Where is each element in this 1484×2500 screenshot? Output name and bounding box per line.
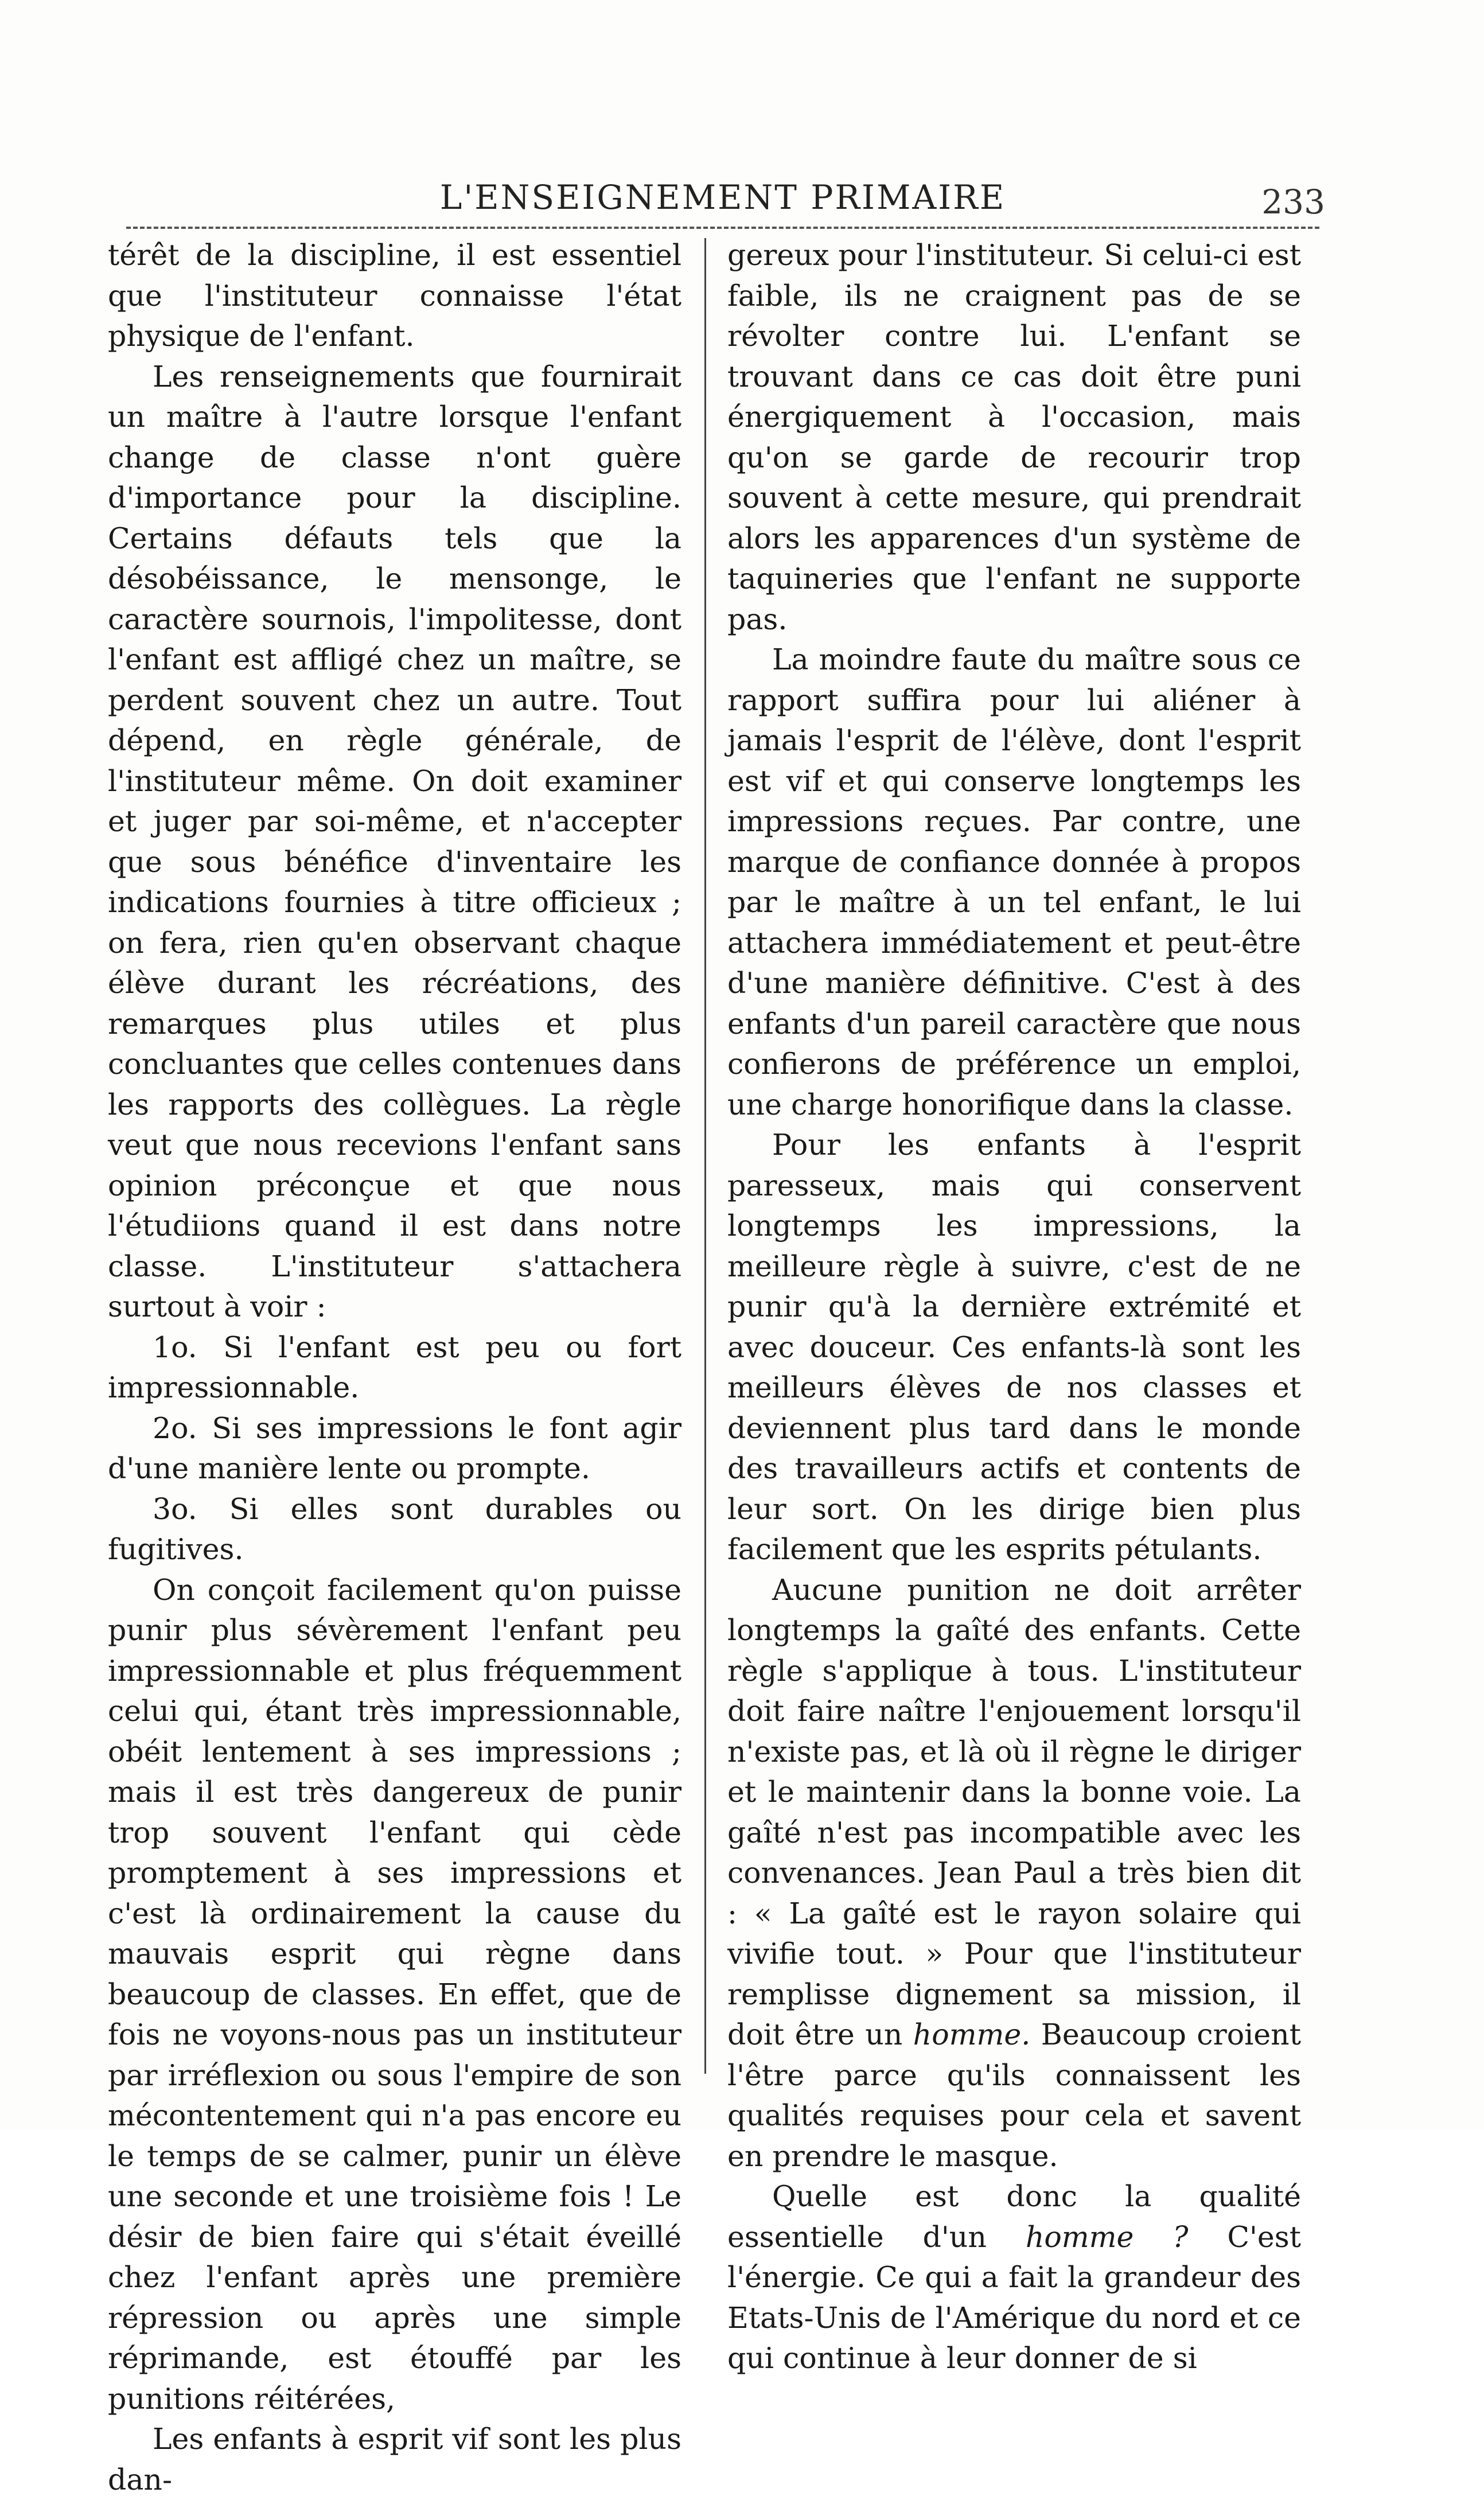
column-rule (704, 238, 706, 2074)
paragraph: On conçoit facilement qu'on puisse punir plus sévèrement l'enfant peu impressionnable et plus fréquemment celui qui, étant très impressionnable, obéit lentement à ses impressions ; mais il est très dangereux de punir trop souvent l'enfant qui cède promptement à ses impressions et c'est là ordinairement la cause du mauvais esprit qui règne dans beaucoup de classes. En effet, que de fois ne voyons-nous pas un instituteur par irréflexion ou sous l'empire de son mécontentement qui n'a pas encore eu le temps de se calmer, punir un élève une seconde et une troisième fois ! Le désir de bien faire qui s'était éveillé chez l'enfant après une première répression ou après une simple réprimande, est étouffé par les punitions réitérées, (108, 1572, 681, 2416)
emphasis: homme. (913, 2018, 1031, 2051)
paragraph-text: C'est l'énergie. Ce qui a fait la grandeur des Etats-Unis de l'Amérique du nord et ce qui continue à leur donner de si (727, 2219, 1301, 2375)
list-item: 3o. Si elles sont durables ou fugitives. (108, 1492, 681, 1566)
header-rule (126, 227, 1319, 229)
left-column (108, 235, 681, 2500)
paragraph (727, 1570, 1301, 2177)
paragraph-text: Beaucoup croient l'être parce qu'ils connaissent les qualités requises pour cela et savent en prendre le masque. (727, 2018, 1301, 2173)
paragraph: Les enfants à esprit vif sont les plus dan- (108, 2422, 681, 2497)
right-column (727, 235, 1301, 2379)
paragraph: térêt de la discipline, il est essentiel que l'instituteur connaisse l'état physique de l'enfant. (108, 238, 681, 353)
emphasis: homme ? (1025, 2219, 1189, 2254)
paragraph (727, 2176, 1301, 2379)
paragraph: Les renseignements que fournirait un maître à l'autre lorsque l'enfant change de classe n'ont guère d'importance pour la discipline. Certains défauts tels que la désobéissance, le mensonge, le caractère sournois, l'impolitesse, dont l'enfant est affligé chez un maître, se perdent souvent chez un autre. Tout dépend, en règle générale, de l'instituteur même. On doit examiner et juger par soi-même, et n'accepter que sous bénéfice d'inventaire les indications fournies à titre officieux ; on fera, rien qu'en observant chaque élève durant les récréations, des remarques plus utiles et plus concluantes que celles contenues dans les rapports des collègues. La règle veut que nous recevions l'enfant sans opinion préconçue et que nous l'étudiions quand il est dans notre classe. L'instituteur s'attachera surtout à voir : (108, 359, 681, 1323)
running-title: L'ENSEIGNEMENT PRIMAIRE (439, 178, 1006, 217)
paragraph-text: Aucune punition ne doit arrêter longtemps la gaîté des enfants. Cette règle s'applique à tous. L'instituteur doit faire naître l'enjouement lorsqu'il n'existe pas, et là où il règne le diriger et le maintenir dans la bonne voie. La gaîté n'est pas incompatible avec les convenances. Jean Paul a très bien dit : « La gaîté est le rayon solaire qui vivifie tout. » Pour que l'instituteur remplisse dignement sa mission, il doit être un (727, 1572, 1301, 2051)
paragraph: La moindre faute du maître sous ce rapport suffira pour lui aliéner à jamais l'esprit de l'élève, dont l'esprit est vif et qui conserve longtemps les impressions reçues. Par contre, une marque de confiance donnée à propos par le maître à un tel enfant, le lui attachera immédiatement et peut-être d'une manière définitive. C'est à des enfants d'un pareil caractère que nous confierons de préférence un emploi, une charge honorifique dans la classe. (727, 642, 1301, 1122)
paragraph: gereux pour l'instituteur. Si celui-ci est faible, ils ne craignent pas de se révolter contre lui. L'enfant se trouvant dans ce cas doit être puni énergiquement à l'occasion, mais qu'on se garde de recourir trop souvent à cette mesure, qui prendrait alors les apparences d'un système de taquineries que l'enfant ne supporte pas. (727, 238, 1301, 636)
page-number: 233 (1261, 182, 1325, 221)
list-item: 1o. Si l'enfant est peu ou fort impressionnable. (108, 1330, 681, 1404)
paragraph: Pour les enfants à l'esprit paresseux, mais qui conservent longtemps les impressions, la meilleure règle à suivre, c'est de ne punir qu'à la dernière extrémité et avec douceur. Ces enfants-là sont les meilleurs élèves de nos classes et deviennent plus tard dans le monde des travailleurs actifs et contents de leur sort. On les dirige bien plus facilement que les esprits pétulants. (727, 1128, 1301, 1566)
list-item: 2o. Si ses impressions le font agir d'une manière lente ou prompte. (108, 1411, 681, 1485)
paragraph-text: Quelle est donc la qualité essentielle d'un (727, 2179, 1301, 2254)
page-header (126, 172, 1325, 224)
